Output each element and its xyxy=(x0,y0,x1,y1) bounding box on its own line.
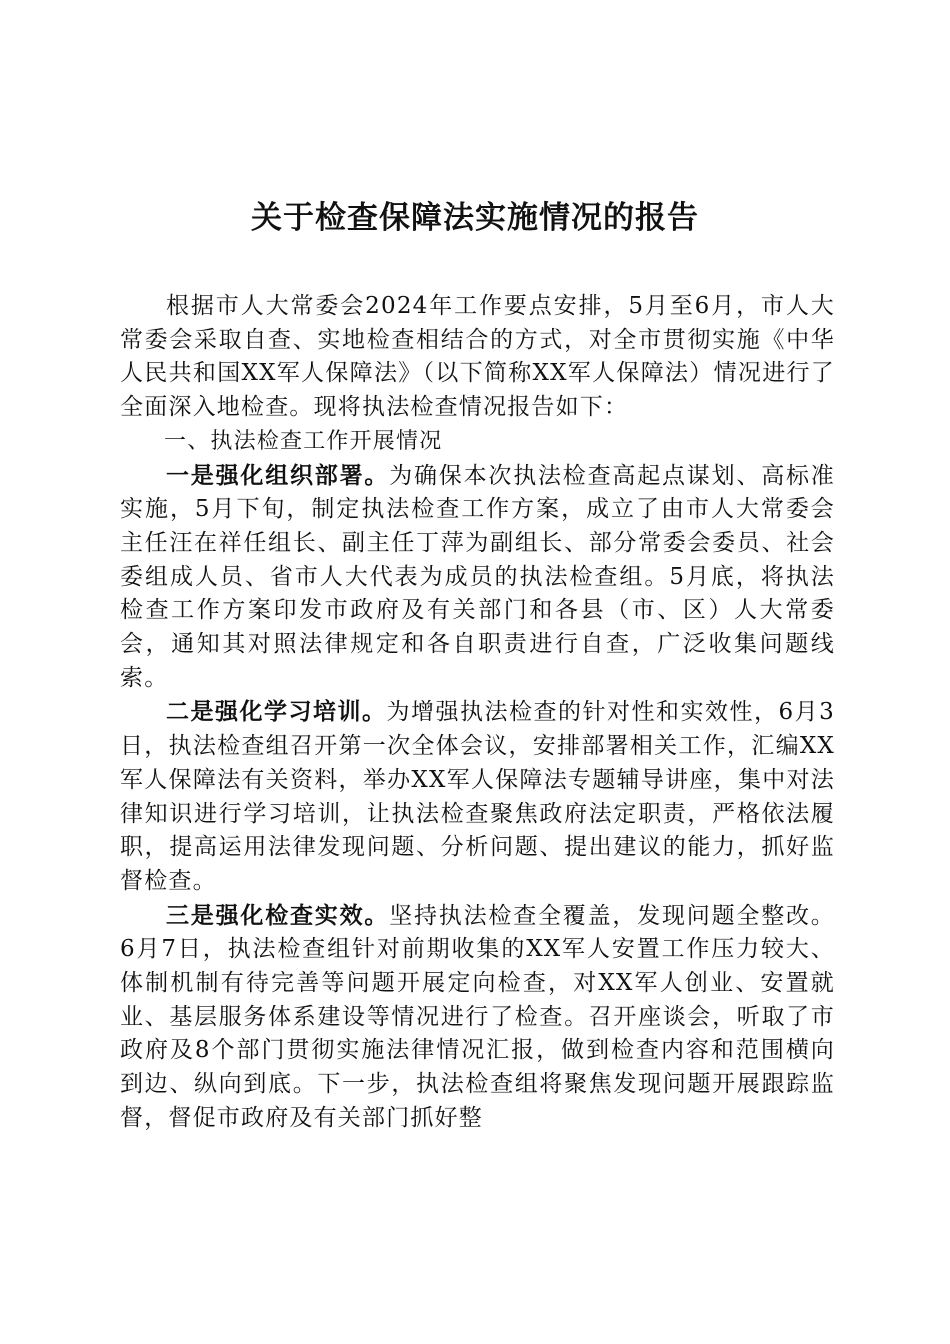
paragraph-lead: 三是强化检查实效。 xyxy=(166,901,390,929)
paragraph-text: 为增强执法检查的针对性和实效性，6月3日，执法检查组召开第一次全体会议，安排部署相关工作，汇编XX军人保障法有关资料，举办XX军人保障法专题辅导讲座，集中对法律知识进行学习培训，让执法检查聚焦政府法定职责，严格依法履职，提高运用法律发现问题、分析问题、提出建议的能力，抓好监督检查。 xyxy=(120,699,835,894)
paragraph-lead: 二是强化学习培训。 xyxy=(166,698,387,726)
section-heading: 一、执法检查工作开展情况 xyxy=(164,428,443,454)
paragraph-text: 坚持执法检查全覆盖，发现问题全整改。6月7日，执法检查组针对前期收集的XX军人安置工作压力较大、体制机制有待完善等问题开展定向检查，对XX军人创业、安置就业、基层服务体系建设等情况进行了检查。召开座谈会，听取了市政府及8个部门贯彻实施法律情况汇报，做到检查内容和范围横向到边、纵向到底。下一步，执法检查组将聚焦发现问题开展跟踪监督，督促市政府及有关部门抓好整 xyxy=(120,902,835,1131)
intro-paragraph: 根据市人大常委会2024年工作要点安排，5月至6月，市人大常委会采取自查、实地检查相结合的方式，对全市贯彻实施《中华人民共和国XX军人保障法》（以下简称XX军人保障法）情况进行了全面深入地检查。现将执法检查情况报告如下： xyxy=(120,293,835,421)
body-paragraph-1 xyxy=(120,459,835,696)
body-paragraph-2 xyxy=(120,695,835,898)
body-paragraph-3 xyxy=(120,899,835,1136)
document-body xyxy=(120,290,835,1136)
paragraph-text: 为确保本次执法检查高起点谋划、高标准实施，5月下旬，制定执法检查工作方案，成立了由市人大常委会主任汪在祥任组长、副主任丁萍为副组长、部分常委会委员、社会委组成人员、省市人大代表为成员的执法检查组。5月底，将执法检查工作方案印发市政府及有关部门和各县（市、区）人大常委会，通知其对照法律规定和各自职责进行自查，广泛收集问题线索。 xyxy=(120,462,835,691)
paragraph-lead: 一是强化组织部署。 xyxy=(166,461,390,489)
document-title: 关于检查保障法实施情况的报告 xyxy=(251,200,699,236)
